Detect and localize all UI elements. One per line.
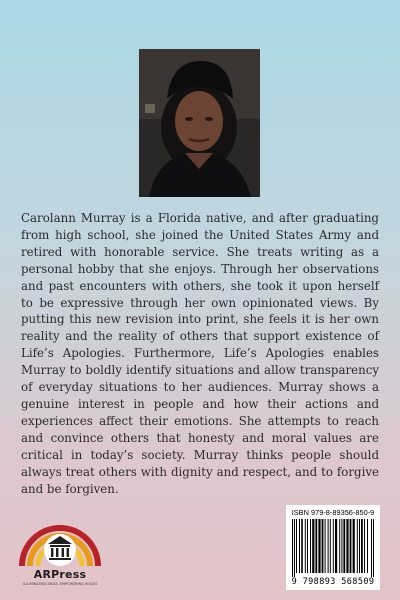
isbn-label: ISBN 979-8-89356-850-9 <box>291 508 375 517</box>
barcode-bars <box>290 519 376 577</box>
publisher-logo <box>18 508 102 598</box>
publisher-name: ARPress <box>33 568 87 581</box>
barcode-digits: 9 798893 568509 <box>291 577 375 587</box>
publisher-emblem-icon <box>18 508 102 570</box>
author-photo <box>139 49 260 197</box>
isbn-barcode <box>286 505 380 590</box>
publisher-tagline: ILLUMINATING IDEAS. EMPOWERING VOICES <box>22 582 98 586</box>
author-bio: Carolann Murray is a Florida native, and after graduating from high school, she joined the United States Army and retired with honorable service. She treats writing as a personal hobby that she enjoys. Through her observations and past encounters with others, she took it upon herself to be expressive through her own opinionated views. By putting this new revision into print, she feels it is her own reality and the reality of others that support existence of Life’s Apologies. Furthermore, Life’s Apologies enables Murray to boldly identify situations and allow transparency of everyday situations to her audiences. Murray shows a genuine interest in people and how their actions and experiences affect their emotions. She attempts to reach and convince others that honesty and moral values are critical in today’s society. Murray thinks people should always treat others with dignity and respect, and to forgive and be forgiven. <box>21 211 379 496</box>
